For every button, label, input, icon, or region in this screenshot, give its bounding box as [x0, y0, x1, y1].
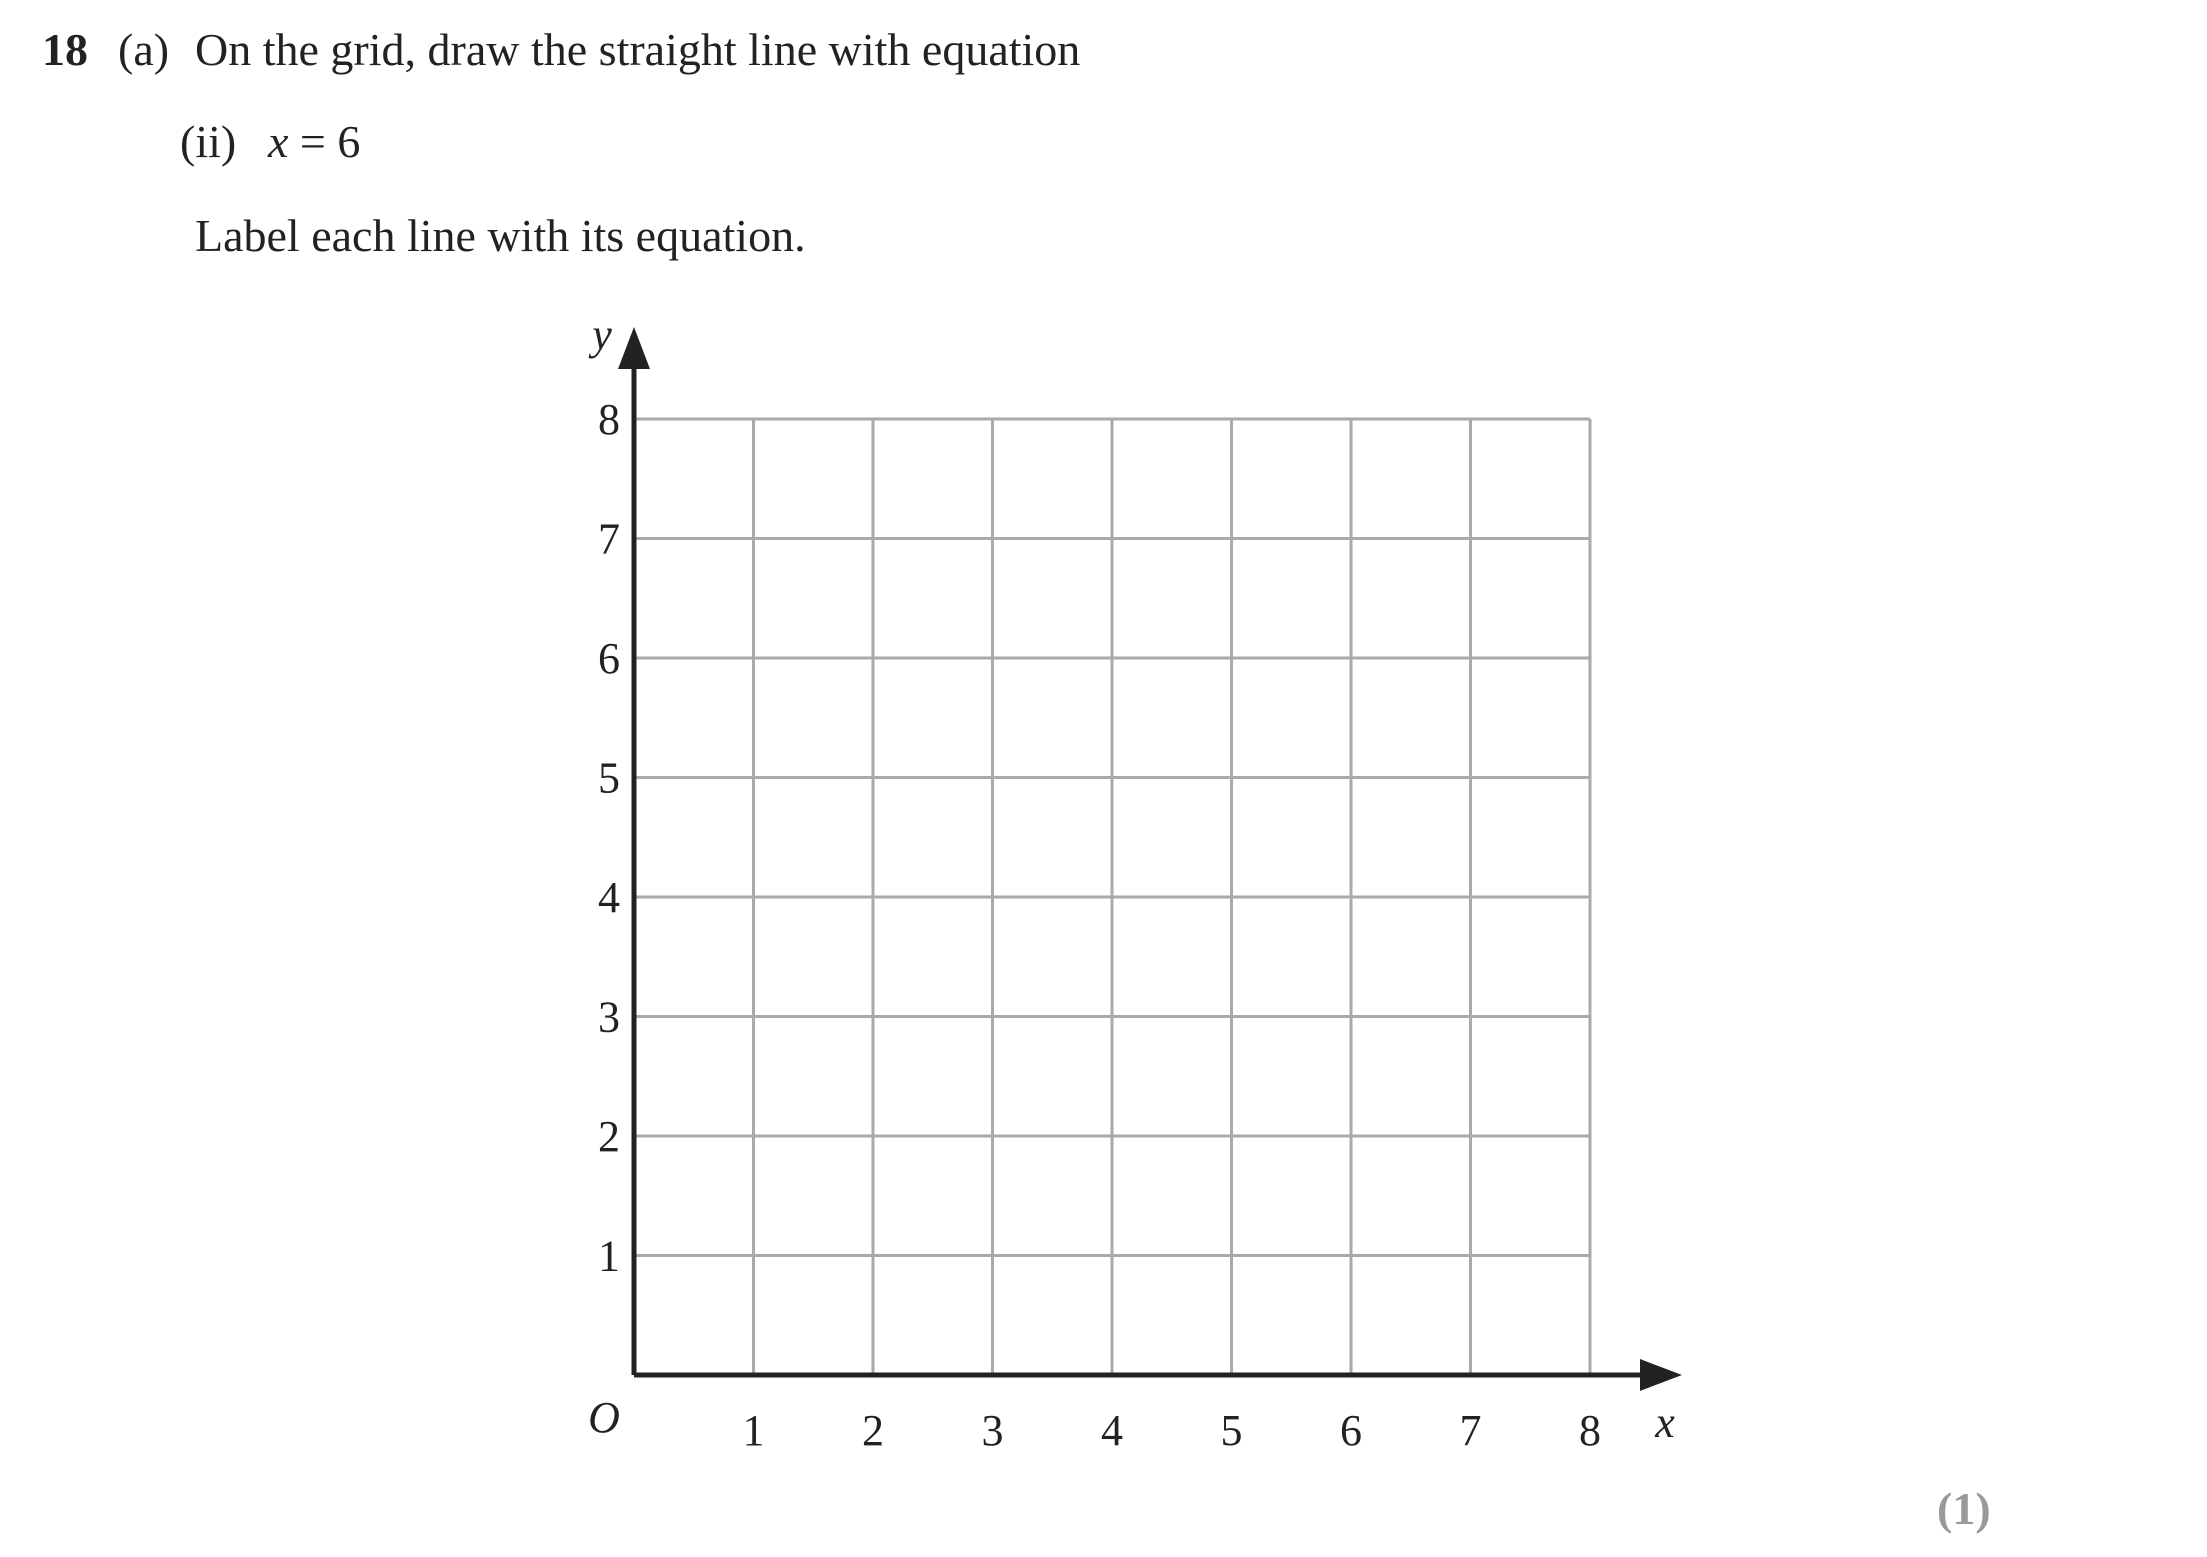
y-axis-arrow — [618, 327, 650, 369]
y-tick-label: 8 — [598, 395, 620, 444]
equation-value: = 6 — [288, 116, 361, 167]
x-axis-label: x — [1655, 1398, 1675, 1447]
x-tick-label: 1 — [742, 1406, 765, 1455]
x-tick-label: 3 — [981, 1406, 1004, 1455]
x-tick-label: 4 — [1101, 1406, 1123, 1455]
y-tick-label: 6 — [598, 634, 620, 683]
y-tick-label: 7 — [598, 514, 620, 564]
y-tick-label: 1 — [598, 1231, 620, 1281]
y-tick-label: 4 — [598, 873, 620, 922]
x-tick-label: 8 — [1579, 1406, 1601, 1455]
y-tick-label: 5 — [598, 753, 620, 803]
y-tick-label: 3 — [598, 992, 620, 1042]
equation-variable: x — [268, 116, 289, 167]
x-tick-label: 2 — [862, 1406, 884, 1455]
x-tick-label: 7 — [1459, 1406, 1482, 1455]
x-axis-arrow — [1640, 1359, 1682, 1391]
y-tick-label: 2 — [598, 1112, 620, 1161]
question-instruction: On the grid, draw the straight line with equation — [195, 24, 1081, 75]
marks-badge: (1) — [1937, 1483, 1991, 1534]
question-part: (a) — [118, 24, 170, 75]
y-axis-label: y — [592, 310, 612, 359]
question-number: 18 — [42, 24, 88, 75]
sub-part-label: (ii) — [180, 116, 237, 167]
origin-label: O — [588, 1393, 620, 1442]
label-instruction: Label each line with its equation. — [195, 210, 806, 261]
x-tick-label: 6 — [1340, 1406, 1362, 1455]
x-tick-label: 5 — [1220, 1406, 1243, 1455]
